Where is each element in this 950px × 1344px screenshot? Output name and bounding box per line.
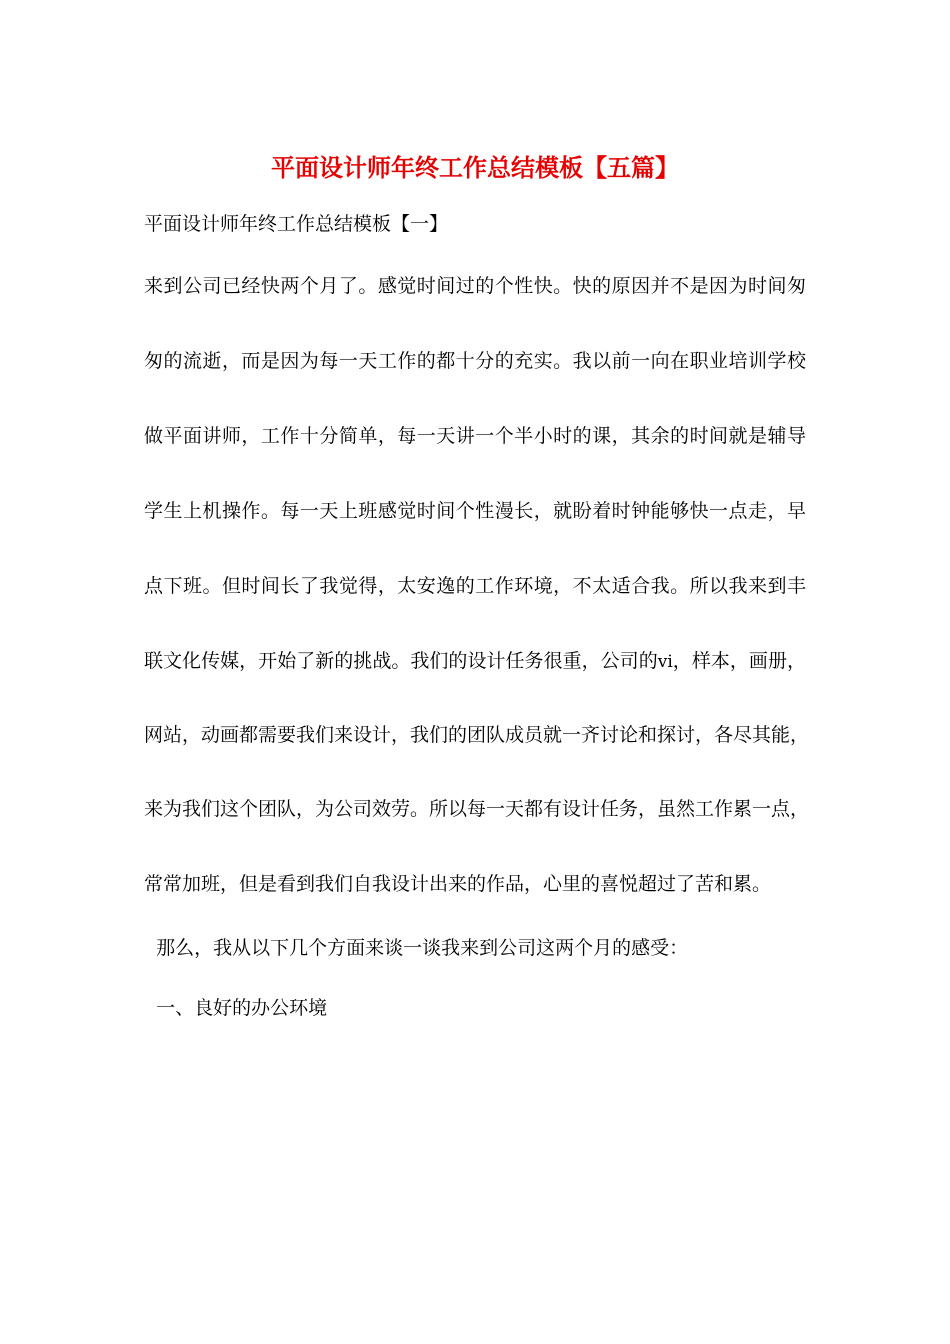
subheading: 一、良好的办公环境 <box>144 997 328 1019</box>
line-text-latin: vi <box>657 652 673 672</box>
paragraph-line: 来到公司已经快两个月了。感觉时间过的个性快。快的原因并不是因为时间匆 <box>144 275 806 297</box>
paragraph-line: 来为我们这个团队，为公司效劳。所以每一天都有设计任务，虽然工作累一点， <box>144 798 810 820</box>
paragraph-line: 常常加班，但是看到我们自我设计出来的作品，心里的喜悦超过了苦和累。 <box>144 873 772 895</box>
paragraph-line: 匆的流逝，而是因为每一天工作的都十分的充实。我以前一向在职业培训学校 <box>144 350 806 372</box>
paragraph-line: 网站，动画都需要我们来设计，我们的团队成员就一齐讨论和探讨，各尽其能， <box>144 724 810 746</box>
paragraph-line: 点下班。但时间长了我觉得，太安逸的工作环境，不太适合我。所以我来到丰 <box>144 575 806 597</box>
section-heading: 平面设计师年终工作总结模板【一】 <box>144 213 449 235</box>
paragraph-line <box>144 647 806 676</box>
document-title: 平面设计师年终工作总结模板【五篇】 <box>271 153 679 182</box>
paragraph-line: 做平面讲师，工作十分简单，每一天讲一个半小时的课，其余的时间就是辅导 <box>144 425 806 447</box>
intro-line: 那么，我从以下几个方面来谈一谈我来到公司这两个月的感受： <box>144 937 689 959</box>
line-text: 联文化传媒，开始了新的挑战。我们的设计任务很重，公司的 <box>144 650 658 672</box>
paragraph-line: 学生上机操作。每一天上班感觉时间个性漫长，就盼着时钟能够快一点走，早 <box>144 500 806 522</box>
line-text: ，样本，画册， <box>672 650 806 672</box>
